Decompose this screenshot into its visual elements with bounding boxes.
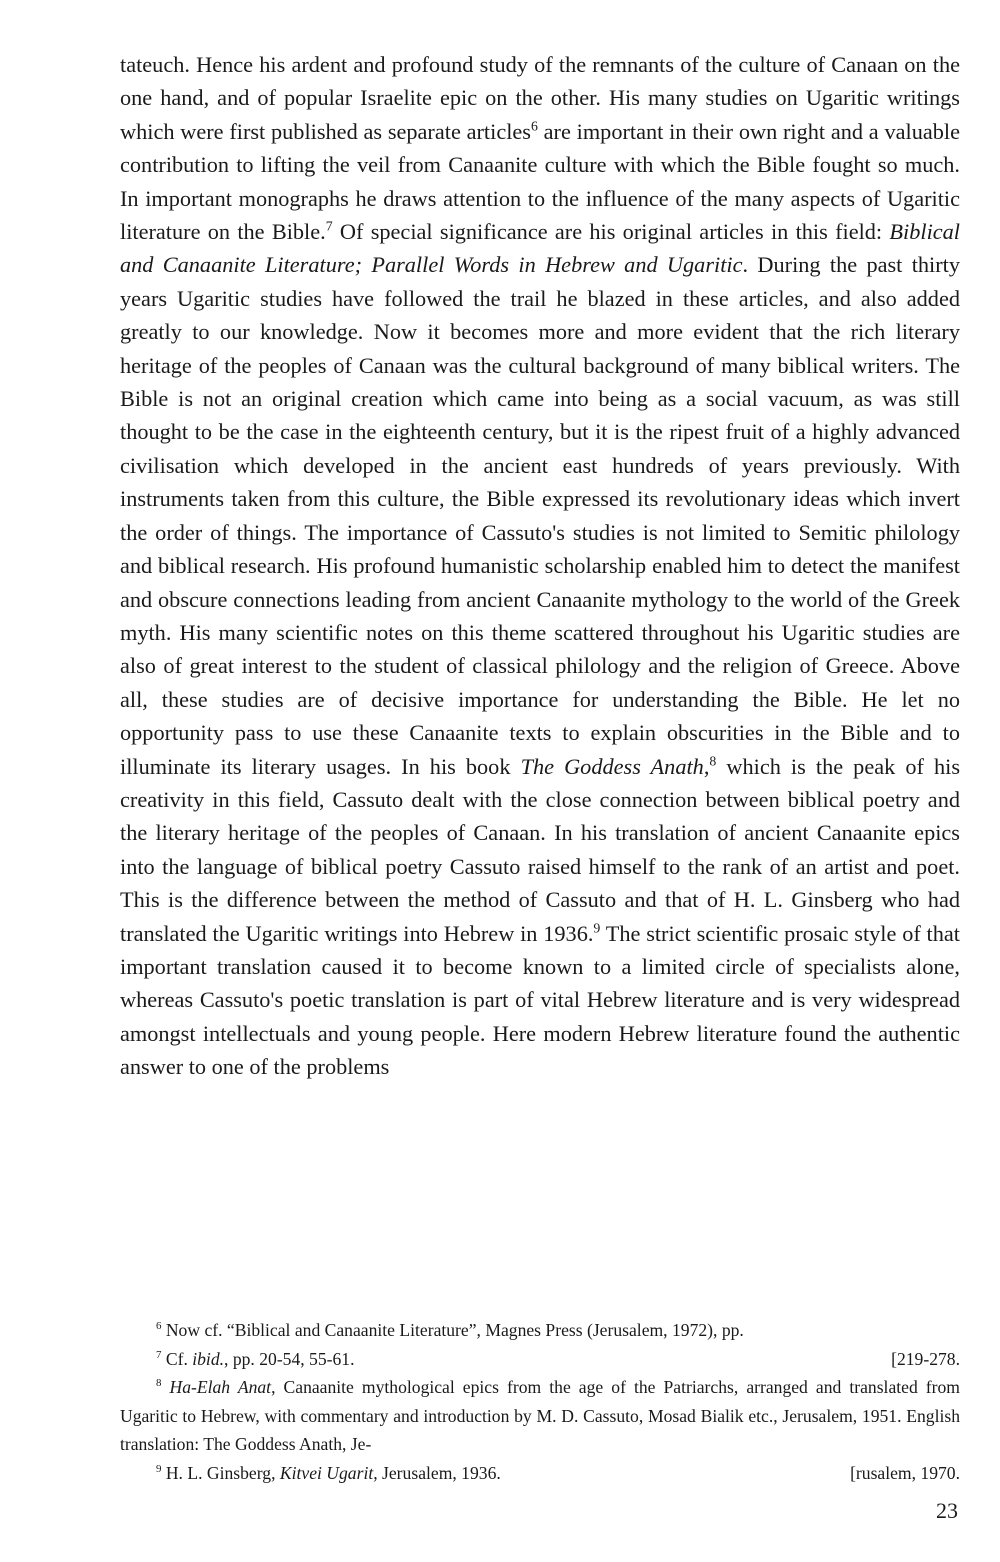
- footnote-6: [120, 1316, 960, 1345]
- text-run: which is the peak of his creativity in this field, Cassuto dealt with the close connection between biblical poetry and the literary heritage of the peoples of Canaan. In his translation of ancient Canaanite epics into the language of biblical poetry Cassuto raised himself to the rank of an artist and poet. This is the difference between the method of Cassuto and that of H. L. Ginsberg who had translated the Ugaritic writings into Hebrew in 1936.: [120, 753, 961, 946]
- footnote-text: , pp. 20-54, 55-61.: [224, 1348, 355, 1369]
- footnote-number: 7: [156, 1348, 162, 1361]
- footnote-italic: Kitvei Ugarit: [279, 1462, 374, 1483]
- footnote-text: , Jerusalem, 1936.: [373, 1462, 501, 1483]
- footnote-text: , Canaanite mythological epics from the age of the Patriarchs, arranged and translated from Ugaritic to Hebrew, with commentary and introduction by M. D. Cassuto, Mosad Bialik etc., Jerusalem, 1951. English translation: The Goddess Anath, Je-: [120, 1377, 960, 1455]
- footnote-continuation: [rusalem, 1970.: [850, 1462, 960, 1483]
- body-paragraph: [120, 48, 960, 1084]
- italic-title: The Goddess Anath: [520, 753, 704, 779]
- footnote-9: [120, 1459, 960, 1488]
- footnote-italic: ibid.: [192, 1348, 225, 1369]
- footnote-italic: Ha-Elah Anat: [169, 1377, 272, 1398]
- footnote-ref-9: 9: [593, 920, 601, 936]
- footnote-ref-7: 7: [325, 218, 333, 234]
- footnote-text: Cf.: [161, 1348, 193, 1369]
- footnote-number: 8: [156, 1377, 162, 1390]
- italic-title: Biblical and Canaanite Literature; Parallel Words in Hebrew and Ugaritic: [120, 219, 960, 278]
- main-text: [120, 48, 960, 1084]
- footnote-number: 6: [156, 1320, 162, 1333]
- footnote-8: [120, 1373, 960, 1459]
- text-run: The strict scientific prosaic style of that important translation caused it to become known to a limited circle of specialists alone, whereas Cassuto's poetic translation is part of vital Hebrew literature and is very widespread amongst intellectuals and young people. Here modern Hebrew literature found the authentic answer to one of the problems: [120, 920, 960, 1080]
- footnote-continuation: [219-278.: [891, 1348, 960, 1369]
- text-run: ,: [703, 753, 710, 779]
- text-run: . During the past thirty years Ugaritic studies have followed the trail he blazed in these articles, and also added greatly to our knowledge. Now it becomes more and more evident that the rich literary heritage of the peoples of Canaan was the cultural background of many biblical writers. The Bible is not an original creation which came into being as a social vacuum, as was still thought to be the case in the eighteenth century, but it is the ripest fruit of a highly advanced civilisation which developed in the ancient east hundreds of years previously. With instruments taken from this culture, the Bible expressed its revolutionary ideas which invert the order of things. The importance of Cassuto's studies is not limited to Semitic philology and biblical research. His profound humanistic scholarship enabled him to detect the manifest and obscure connections leading from ancient Canaanite mythology to the world of the Greek myth. His many scientific notes on this theme scattered throughout his Ugaritic studies are also of great interest to the student of classical philology and the religion of Greece. Above all, these studies are of decisive importance for understanding the Bible. He let no opportunity pass to use these Canaanite texts to explain obscurities in the Bible and to illuminate its literary usages. In his book: [120, 252, 960, 779]
- footnote-7: [120, 1345, 960, 1374]
- text-run: Of special significance are his original articles in this field:: [332, 219, 890, 245]
- page-number: 23: [936, 1498, 958, 1523]
- footnote-body: [156, 1345, 355, 1374]
- footnote-body: [156, 1459, 501, 1488]
- footnote-ref-8: 8: [709, 753, 717, 769]
- text-run: are important in their own right and a valuable contribution to lifting the veil from Canaanite culture with which the Bible fought so much. In important monographs he draws attention to the influence of the many aspects of Ugaritic literature on the Bible.: [120, 118, 960, 245]
- footnote-ref-6: 6: [530, 118, 538, 134]
- footnote-text: H. L. Ginsberg,: [161, 1462, 280, 1483]
- text-run: tateuch. Hence his ardent and profound study of the remnants of the culture of Canaan on the one hand, and of popular Israelite epic on the other. His many studies on Ugaritic writings which were first published as separate articles: [120, 52, 960, 144]
- footnote-text: Now cf. “Biblical and Canaanite Literature”, Magnes Press (Jerusalem, 1972), pp.: [161, 1320, 744, 1340]
- footnotes: [120, 1316, 960, 1488]
- footnote-number: 9: [156, 1463, 162, 1476]
